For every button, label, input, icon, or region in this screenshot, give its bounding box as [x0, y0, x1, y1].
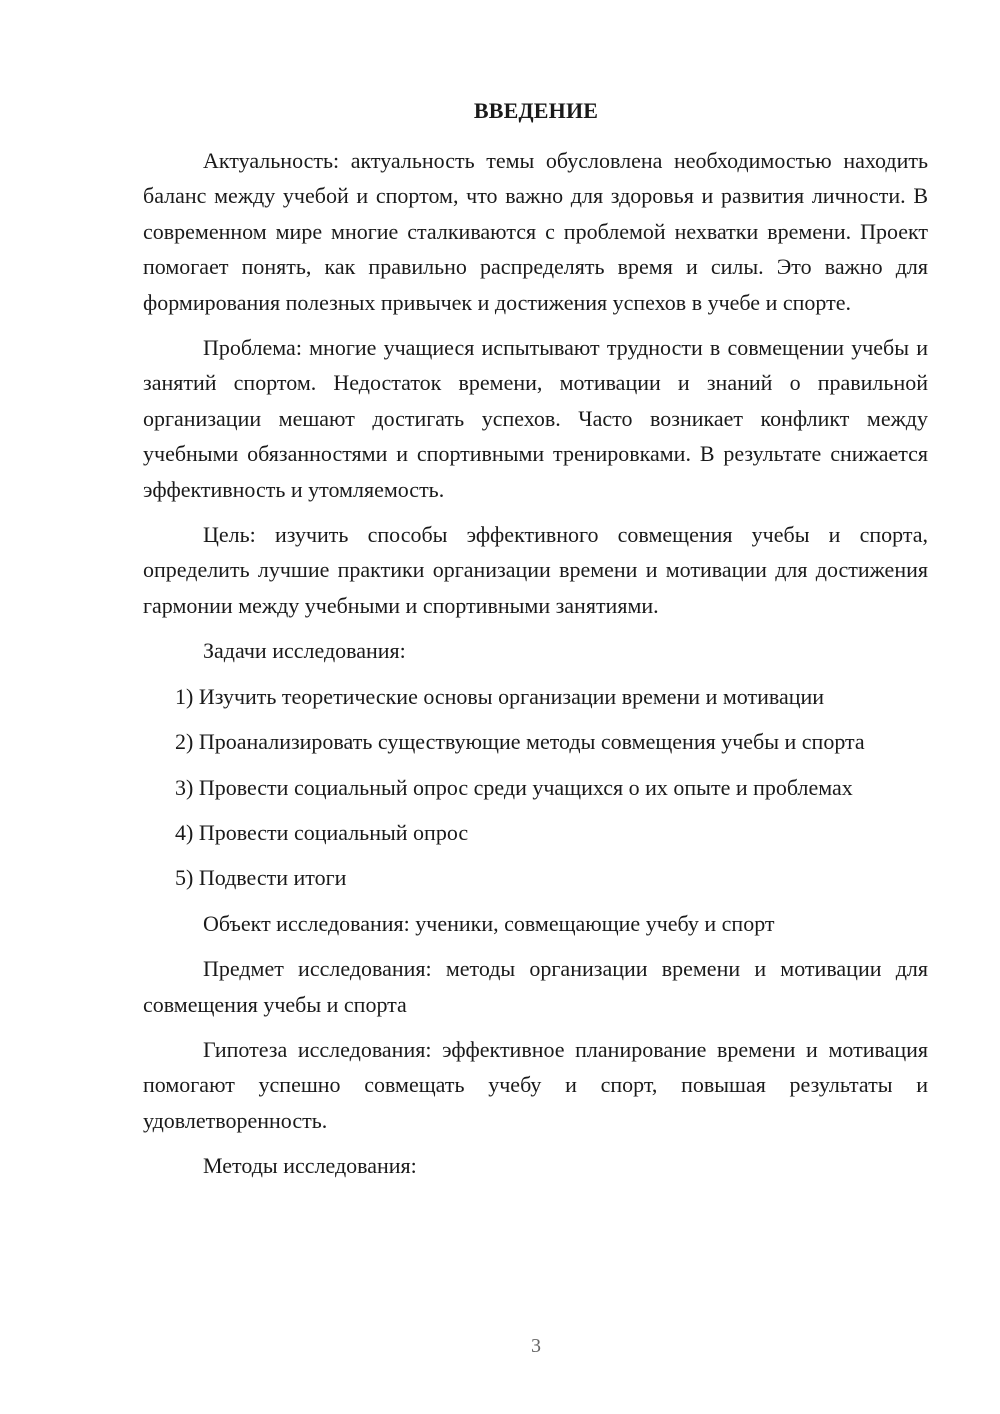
object-paragraph: Объект исследования: ученики, совмещающие учебу и спорт: [203, 910, 775, 936]
document-body: [143, 143, 928, 1194]
goal-paragraph: Цель: изучить способы эффективного совмещения учебы и спорта, определить лучшие практики организации времени и мотивации для достижения гармонии между учебными и спортивными занятиями.: [143, 522, 928, 618]
task-item-4: 4) Провести социальный опрос: [175, 819, 469, 845]
relevance-paragraph: Актуальность: актуальность темы обусловлена необходимостью находить баланс между учебой и спортом, что важно для здоровья и развития личности. В современном мире многие сталкиваются с проблемой нехватки времени. Проект помогает понять, как правильно распределять время и силы. Это важно для формирования полезных привычек и достижения успехов в учебе и спорте.: [143, 148, 928, 315]
task-item-1: 1) Изучить теоретические основы организации времени и мотивации: [175, 683, 825, 709]
section-title: ВВЕДЕНИЕ: [473, 98, 599, 123]
problem-paragraph: Проблема: многие учащиеся испытывают трудности в совмещении учебы и занятий спортом. Недостаток времени, мотивации и знаний о правильной организации мешают достигать успехов. Часто возникает конфликт между учебными обязанностями и спортивными тренировками. В результате снижается эффективность и утомляемость.: [143, 335, 928, 502]
methods-heading: Методы исследования:: [203, 1153, 417, 1179]
task-item-2: 2) Проанализировать существующие методы совмещения учебы и спорта: [175, 729, 865, 755]
subject-paragraph: Предмет исследования: методы организации времени и мотивации для совмещения учебы и спорта: [143, 956, 928, 1017]
hypothesis-paragraph: Гипотеза исследования: эффективное планирование времени и мотивация помогают успешно совмещать учебу и спорт, повышая результаты и удовлетворенность.: [143, 1036, 928, 1133]
task-item-3: 3) Провести социальный опрос среди учащихся о их опыте и проблемах: [175, 774, 853, 800]
tasks-heading: Задачи исследования:: [203, 638, 406, 664]
page-number: 3: [531, 1335, 541, 1357]
task-item-5: 5) Подвести итоги: [175, 865, 347, 891]
